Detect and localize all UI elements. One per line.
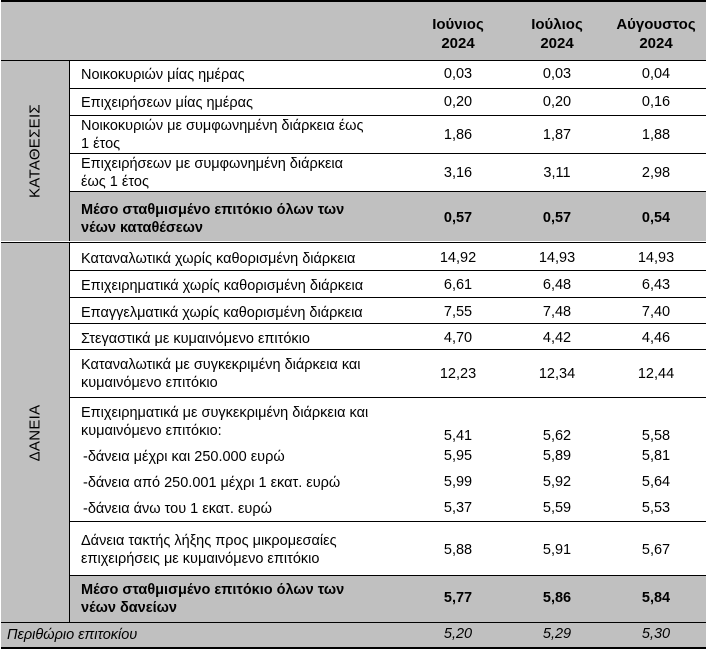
cell-value: 5,92 <box>542 474 572 490</box>
row-divider <box>70 115 706 116</box>
margin-row <box>1 623 706 649</box>
row-divider <box>70 153 706 154</box>
cell-value: 5,84 <box>641 590 671 606</box>
row-label: Στεγαστικά με κυμαινόμενο επιτόκιο <box>81 331 310 347</box>
row-divider <box>70 297 706 298</box>
cell-value: 1,86 <box>443 127 473 143</box>
cell-value: 5,37 <box>443 500 473 516</box>
cell-value: 5,29 <box>542 626 572 642</box>
cell-value: 12,34 <box>538 366 576 382</box>
row-label-line: κυμαινόμενο επιτόκιο <box>81 375 218 391</box>
cell-value: 4,46 <box>641 330 671 346</box>
cell-value: 0,03 <box>443 66 473 82</box>
row-label: Περιθώριο επιτοκίου <box>7 627 138 643</box>
row-label: Καταναλωτικά χωρίς καθορισμένη διάρκεια <box>81 251 356 267</box>
cell-value: 12,23 <box>439 366 477 382</box>
cell-value: 5,64 <box>641 474 671 490</box>
deposits-total-row <box>70 192 706 241</box>
cell-value: 5,41 <box>443 428 473 444</box>
cell-value: 4,42 <box>542 330 572 346</box>
cell-value: 5,77 <box>443 590 473 606</box>
category-loans <box>1 243 70 622</box>
row-label-line: Μέσο σταθμισμένο επιτόκιο όλων των <box>81 582 345 598</box>
column-header-year: 2024 <box>540 35 574 52</box>
row-label-line: Καταναλωτικά με συγκεκριμένη διάρκεια και <box>81 357 361 373</box>
row-divider <box>70 88 706 89</box>
row-label-line: επιχειρήσεις με κυμαινόμενο επιτόκιο <box>81 551 320 567</box>
row-label <box>81 201 344 237</box>
cell-value: 5,67 <box>641 542 671 558</box>
row-label: -δάνεια μέχρι και 250.000 ευρώ <box>83 449 285 465</box>
row-label: Επιχειρήσεων μίας ημέρας <box>81 95 253 111</box>
cell-value: 3,11 <box>543 165 571 181</box>
column-header-june <box>408 15 508 53</box>
cell-value: 0,03 <box>542 66 572 82</box>
cell-value: 5,59 <box>542 500 572 516</box>
row-label: -δάνεια από 250.001 μέχρι 1 εκατ. ευρώ <box>83 475 341 491</box>
column-header-year: 2024 <box>441 35 475 52</box>
row-label: -δάνεια άνω του 1 εκατ. ευρώ <box>83 501 272 517</box>
cell-value: 6,61 <box>443 277 473 293</box>
cell-value: 5,81 <box>641 448 671 464</box>
cell-value: 14,93 <box>538 250 576 266</box>
cell-value: 1,88 <box>641 127 671 143</box>
row-divider <box>70 323 706 324</box>
cell-value: 5,99 <box>443 474 473 490</box>
cell-value: 5,20 <box>443 626 473 642</box>
row-label-line: νέων δανείων <box>81 600 177 616</box>
cell-value: 0,20 <box>542 94 572 110</box>
column-header-august <box>606 15 706 53</box>
row-label-line: Επιχειρήσεων με συμφωνημένη διάρκεια <box>81 156 344 172</box>
column-header-month: Αύγουστος <box>616 16 696 33</box>
cell-value: 0,16 <box>641 94 671 110</box>
category-label: ΚΑΤΑΘΕΣΕΙΣ <box>26 103 44 199</box>
cell-value: 5,88 <box>443 542 473 558</box>
row-label <box>81 581 344 617</box>
cell-value: 0,54 <box>641 210 671 226</box>
cell-value: 0,20 <box>443 94 473 110</box>
cell-value: 6,48 <box>542 277 572 293</box>
row-label <box>81 404 368 440</box>
category-deposits <box>1 61 70 241</box>
cell-value: 7,55 <box>443 304 473 320</box>
column-header-year: 2024 <box>639 35 673 52</box>
row-label-line: Νοικοκυριών με συμφωνημένη διάρκεια έως <box>81 118 364 134</box>
row-label <box>81 532 337 568</box>
cell-value: 3,16 <box>443 165 473 181</box>
row-label-line: κυμαινόμενο επιτόκιο: <box>81 423 222 439</box>
row-label <box>81 155 343 191</box>
row-label-line: Μέσο σταθμισμένο επιτόκιο όλων των <box>81 202 345 218</box>
cell-value: 0,57 <box>443 210 473 226</box>
cell-value: 4,70 <box>443 330 473 346</box>
row-label <box>81 117 363 153</box>
cell-value: 5,91 <box>542 542 572 558</box>
row-label: Επαγγελματικά χωρίς καθορισμένη διάρκεια <box>81 305 363 321</box>
cell-value: 2,98 <box>641 165 671 181</box>
row-label-line: Επιχειρηματικά με συγκεκριμένη διάρκεια και <box>81 405 369 421</box>
row-label-line: 1 έτος <box>81 136 121 152</box>
cell-value: 1,87 <box>542 127 572 143</box>
cell-value: 5,62 <box>542 428 572 444</box>
cell-value: 7,48 <box>542 304 572 320</box>
row-label-line: Δάνεια τακτής λήξης προς μικρομεσαίες <box>81 533 337 549</box>
cell-value: 5,95 <box>443 448 473 464</box>
cell-value: 14,93 <box>637 250 675 266</box>
row-divider <box>70 349 706 350</box>
column-header-july <box>507 15 607 53</box>
row-label: Νοικοκυριών μίας ημέρας <box>81 67 245 83</box>
cell-value: 7,40 <box>641 304 671 320</box>
row-label: Επιχειρηματικά χωρίς καθορισμένη διάρκεια <box>81 278 364 294</box>
cell-value: 14,92 <box>439 250 477 266</box>
cell-value: 5,58 <box>641 428 671 444</box>
cell-value: 5,86 <box>542 590 572 606</box>
row-divider <box>70 521 706 522</box>
column-header-month: Ιούλιος <box>531 16 583 33</box>
cell-value: 0,04 <box>641 66 671 82</box>
table-header <box>1 0 706 61</box>
cell-value: 0,57 <box>542 210 572 226</box>
category-label: ΔΑΝΕΙΑ <box>26 404 44 461</box>
cell-value: 12,44 <box>637 366 675 382</box>
section-divider <box>1 242 706 243</box>
loans-total-row <box>70 576 706 622</box>
row-label-line: νέων καταθέσεων <box>81 220 203 236</box>
cell-value: 5,30 <box>641 626 671 642</box>
column-header-month: Ιούνιος <box>432 16 484 33</box>
cell-value: 6,43 <box>641 277 671 293</box>
cell-value: 5,53 <box>641 500 671 516</box>
row-label-line: έως 1 έτος <box>81 174 149 190</box>
row-label <box>81 356 361 392</box>
row-divider <box>70 397 706 398</box>
cell-value: 5,89 <box>542 448 572 464</box>
row-divider <box>70 270 706 271</box>
